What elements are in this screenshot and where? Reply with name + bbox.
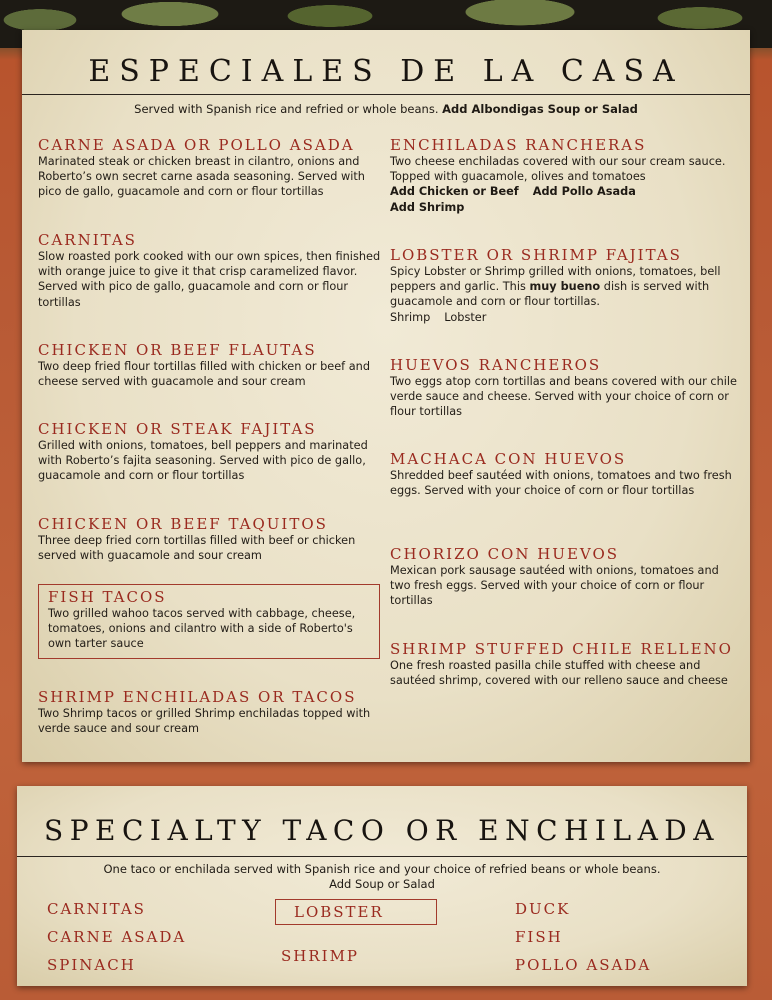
- menu-item-taquitos: [38, 515, 383, 563]
- menu-item-desc: One fresh roasted pasilla chile stuffed with cheese and sautéed shrimp, covered with our relleno sauce and cheese: [390, 659, 728, 688]
- menu-item-desc: Two Shrimp tacos or grilled Shrimp enchiladas topped with verde sauce and sour cream: [38, 707, 371, 736]
- addon-shrimp: Add Shrimp: [390, 200, 465, 214]
- taco-option-carne-asada: CARNE ASADA: [47, 928, 187, 946]
- addon-pollo-asada: Add Pollo Asada: [532, 185, 636, 199]
- taco-option-pollo-asada: POLLO ASADA: [515, 956, 652, 974]
- addon-chicken-beef: Add Chicken or Beef: [390, 185, 519, 199]
- especiales-subtitle: [22, 102, 750, 116]
- specialty-title: SPECIALTY TACO OR ENCHILADA: [44, 814, 720, 847]
- menu-item-name: CHICKEN OR BEEF TAQUITOS: [38, 515, 328, 533]
- menu-item-enchiladas-rancheras: [390, 136, 738, 215]
- menu-item-desc: Two eggs atop corn tortillas and beans covered with our chile verde sauce and cheese. Served with your choice of corn or flour tortillas: [390, 375, 737, 419]
- menu-item-desc: Three deep fried corn tortillas filled with beef or chicken served with guacamole and sour cream: [38, 534, 356, 563]
- menu-item-chorizo: [390, 545, 738, 609]
- menu-item-chile-relleno: [390, 640, 738, 688]
- menu-item-name: ENCHILADAS RANCHERAS: [390, 136, 647, 154]
- menu-item-desc: [390, 264, 738, 310]
- option-shrimp: Shrimp: [390, 310, 431, 324]
- option-lobster: Lobster: [444, 310, 487, 324]
- menu-item-fajitas: [38, 420, 383, 484]
- menu-item-desc: Two cheese enchiladas covered with our sour cream sauce. Topped with guacamole, olives and tomatoes: [390, 155, 726, 184]
- menu-item-name: SHRIMP ENCHILADAS OR TACOS: [38, 688, 357, 706]
- especiales-title: ESPECIALES DE LA CASA: [88, 54, 684, 89]
- menu-item-options: [390, 310, 738, 325]
- taco-option-shrimp: SHRIMP: [281, 947, 360, 965]
- subtitle-addon: Add Albondigas Soup or Salad: [442, 102, 638, 116]
- menu-item-name: CHORIZO CON HUEVOS: [390, 545, 620, 563]
- menu-item-name: SHRIMP STUFFED CHILE RELLENO: [390, 640, 733, 658]
- taco-option-fish: FISH: [515, 928, 563, 946]
- menu-item-desc: Slow roasted pork cooked with our own spices, then finished with orange juice to give it that crisp caramelized flavor. Served with pico de gallo, guacamole and corn or flour tortillas: [38, 250, 381, 309]
- menu-item-name: LOBSTER OR SHRIMP FAJITAS: [390, 246, 682, 264]
- menu-item-carnitas: [38, 231, 383, 310]
- menu-item-name: MACHACA CON HUEVOS: [390, 450, 627, 468]
- taco-option-duck: DUCK: [515, 900, 571, 918]
- menu-item-desc: Marinated steak or chicken breast in cilantro, onions and Roberto’s own secret carne asada seasoning. Served with pico de gallo, guacamole and corn or flour tortillas: [38, 155, 365, 199]
- title-divider: [17, 856, 747, 857]
- desc-bold: muy bueno: [529, 280, 601, 294]
- subtitle-text: Served with Spanish rice and refried or whole beans.: [134, 102, 439, 116]
- menu-item-desc: Shredded beef sautéed with onions, tomatoes and two fresh eggs. Served with your choice of corn or flour tortillas: [390, 469, 732, 498]
- menu-item-name: CHICKEN OR STEAK FAJITAS: [38, 420, 317, 438]
- menu-item-fish-tacos: [38, 584, 380, 659]
- menu-item-shrimp-enchiladas: [38, 688, 383, 736]
- menu-item-carne-asada: [38, 136, 383, 200]
- taco-option-carnitas: CARNITAS: [47, 900, 146, 918]
- menu-item-desc: Grilled with onions, tomatoes, bell peppers and marinated with Roberto’s fajita seasoning. Served with pico de gallo, guacamole and corn or flour tortillas: [38, 439, 368, 483]
- menu-item-huevos-rancheros: [390, 356, 738, 420]
- menu-item-desc: Two grilled wahoo tacos served with cabbage, cheese, tomatoes, onions and cilantro with a side of Roberto's own tarter sauce: [48, 607, 356, 651]
- menu-item-name: HUEVOS RANCHEROS: [390, 356, 602, 374]
- specialty-panel: [17, 786, 747, 986]
- menu-item-name: FISH TACOS: [48, 588, 167, 606]
- menu-item-name: CHICKEN OR BEEF FLAUTAS: [38, 341, 317, 359]
- desc-part: Spicy Lobster or Shrimp grilled with onions, tomatoes, bell peppers and garlic. This: [390, 265, 721, 294]
- menu-item-name: CARNITAS: [38, 231, 137, 249]
- subtitle-line: One taco or enchilada served with Spanish rice and your choice of refried beans or whole beans.: [103, 862, 661, 876]
- menu-item-addons: [390, 184, 738, 199]
- menu-item-machaca: [390, 450, 738, 498]
- taco-option-spinach: SPINACH: [47, 956, 136, 974]
- title-divider: [22, 94, 750, 95]
- specialty-subtitle: [17, 862, 747, 892]
- taco-option-lobster: LOBSTER: [275, 899, 437, 925]
- menu-item-flautas: [38, 341, 383, 389]
- subtitle-line: Add Soup or Salad: [329, 877, 435, 891]
- menu-item-name: CARNE ASADA OR POLLO ASADA: [38, 136, 355, 154]
- menu-item-lobster-fajitas: [390, 246, 738, 325]
- menu-item-desc: Two deep fried flour tortillas filled with chicken or beef and cheese served with guacamole and sour cream: [38, 360, 370, 389]
- especiales-panel: [22, 30, 750, 762]
- desc-part: dish is served with guacamole and corn or flour tortillas.: [390, 280, 710, 309]
- menu-item-desc: Mexican pork sausage sautéed with onions, tomatoes and two fresh eggs. Served with your choice of corn or flour tortillas: [390, 564, 719, 608]
